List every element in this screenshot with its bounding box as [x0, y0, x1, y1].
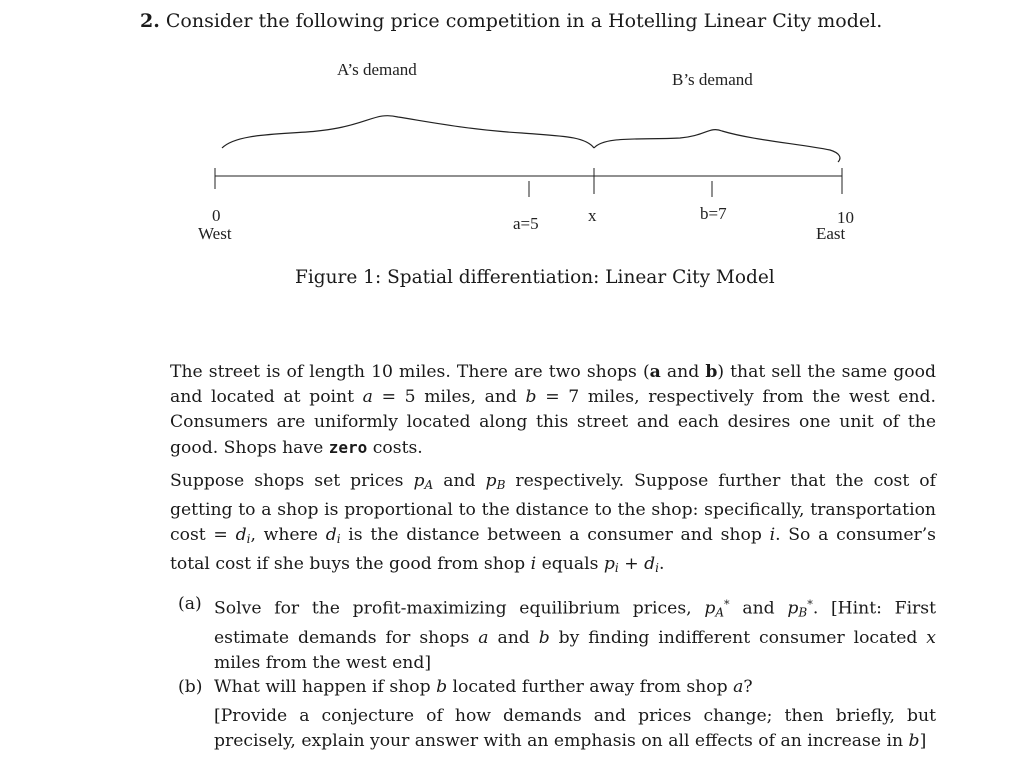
b-demand-label: B’s demand [672, 70, 753, 89]
figure-caption: Figure 1: Spatial differentiation: Linear City Model [295, 267, 775, 288]
west-value: 0 [212, 206, 221, 225]
paragraph-prices: Suppose shops set prices $p_A$ and $p_B$ respectively. Suppose further that the cost of getting to a shop is proportional to the distance to the shop: specifically, transportation $\cos t = d_i$, where $d_i$ is the distance between a consumer and shop i. So a consumer’s total cost if she buys the good from shop i equals $p_i + d_i$. [170, 471, 936, 575]
x-position-label: x [588, 206, 597, 225]
a-demand-label: A’s demand [337, 60, 417, 79]
question-intro: Consider the following price competition in a Hotelling Linear City model. [165, 10, 883, 32]
part-a-text: Solve for the profit-maximizing equilibrium prices, $p_A^*$ and $p_B^*$. [Hint: First estimate demands for shops a and b by finding indifferent consumer located x miles from the west end] [214, 598, 937, 673]
paragraph-street: The street is of length 10 miles. There are two shops (a and b) that sell the same good and located at point a = 5 miles, and b = 7 miles, respectively from the west end. Consumers are uniformly located along this street and each desires one unit of the good. Shops have zero costs. [170, 362, 936, 458]
b-demand-brace [594, 130, 840, 162]
question-number: 2. [140, 10, 160, 32]
part-b-marker: (b) [178, 677, 203, 697]
part-b-text: What will happen if shop b located further away from shop a? [Provide a conjecture of how demands and prices change; then briefly, but precisely, explain your answer with an emphasis on all effects of an increase in b] [214, 677, 936, 751]
a-position-label: a=5 [513, 214, 539, 233]
part-a-marker: (a) [178, 594, 202, 614]
west-label: West [198, 224, 232, 243]
east-label: East [816, 224, 846, 243]
a-demand-brace [222, 116, 594, 148]
linear-city-figure [0, 0, 1024, 300]
b-position-label: b=7 [700, 204, 727, 223]
east-value: 10 [837, 208, 854, 227]
